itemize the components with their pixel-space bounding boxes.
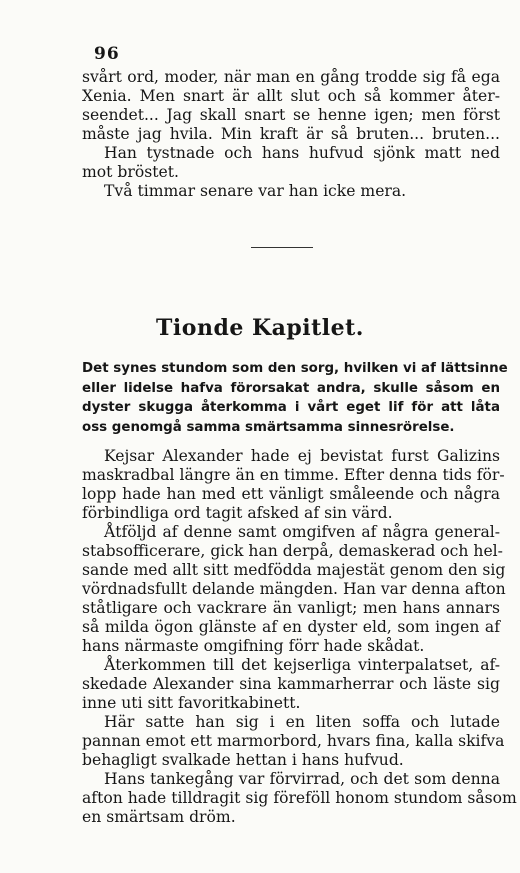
text-line: mot bröstet. [82,163,179,181]
chapter-title: Tionde Kapitlet. [156,315,364,341]
text-line: en smärtsam dröm. [82,808,236,826]
text-line: skedade Alexander sina kammarherrar och läste sig [82,675,500,693]
text-line: lopp hade han med ett vänligt småleende och några [82,485,500,503]
text-line: seendet... Jag skall snart se henne igen; men först [82,106,500,124]
text-line: svårt ord, moder, när man en gång trodde sig få ega [82,68,500,86]
text-line: Kejsar Alexander hade ej bevistat furst Galizins [104,447,500,465]
page-number: 96 [94,44,120,64]
text-line: Två timmar senare var han icke mera. [104,182,407,200]
intro-line: eller lidelse hafva förorsakat andra, skulle såsom en [82,380,500,396]
text-line: måste jag hvila. Min kraft är så bruten... bruten... [82,125,500,143]
text-line: behagligt svalkade hettan i hans hufvud. [82,751,404,769]
text-line: Åtföljd af denne samt omgifven af några general- [104,523,500,541]
text-line: pannan emot ett marmorbord, hvars fina, kalla skifva [82,732,505,750]
text-block-top [82,68,500,201]
chapter-intro [82,359,508,437]
text-line: Här satte han sig i en liten soffa och lutade [104,713,500,731]
intro-line: oss genomgå samma smärtsamma sinnesrörelse. [82,419,455,435]
text-line: inne uti sitt favoritkabinett. [82,694,301,712]
text-line: stabsofficerare, gick han derpå, demaskerad och hel- [82,542,503,560]
text-line: Återkommen till det kejserliga vinterpalatset, af- [104,656,500,674]
text-line: Xenia. Men snart är allt slut och så kommer åter- [82,87,500,105]
text-line: ståtligare och vackrare än vanligt; men hans annars [82,599,500,617]
text-line: hans närmaste omgifning förr hade skådat. [82,637,425,655]
intro-line: dyster skugga återkomma i vårt eget lif för att låta [82,400,500,415]
text-line: så milda ögon glänste af en dyster eld, som ingen af [82,618,500,636]
section-divider [251,247,313,248]
text-line: vördnadsfullt delande mängden. Han var denna afton [82,580,506,598]
text-line: afton hade tilldragit sig föreföll honom stundom såsom [82,789,517,807]
text-block-bottom [82,447,517,827]
text-line: sande med allt sitt medfödda majestät genom den sig [82,561,506,579]
text-line: förbindliga ord tagit afsked af sin värd. [82,504,393,522]
text-line: maskradbal längre än en timme. Efter denna tids för- [82,466,505,484]
intro-line: Det synes stundom som den sorg, hvilken vi af lättsinne [82,361,508,376]
text-line: Hans tankegång var förvirrad, och det som denna [104,770,500,788]
text-line: Han tystnade och hans hufvud sjönk matt ned [104,144,500,162]
